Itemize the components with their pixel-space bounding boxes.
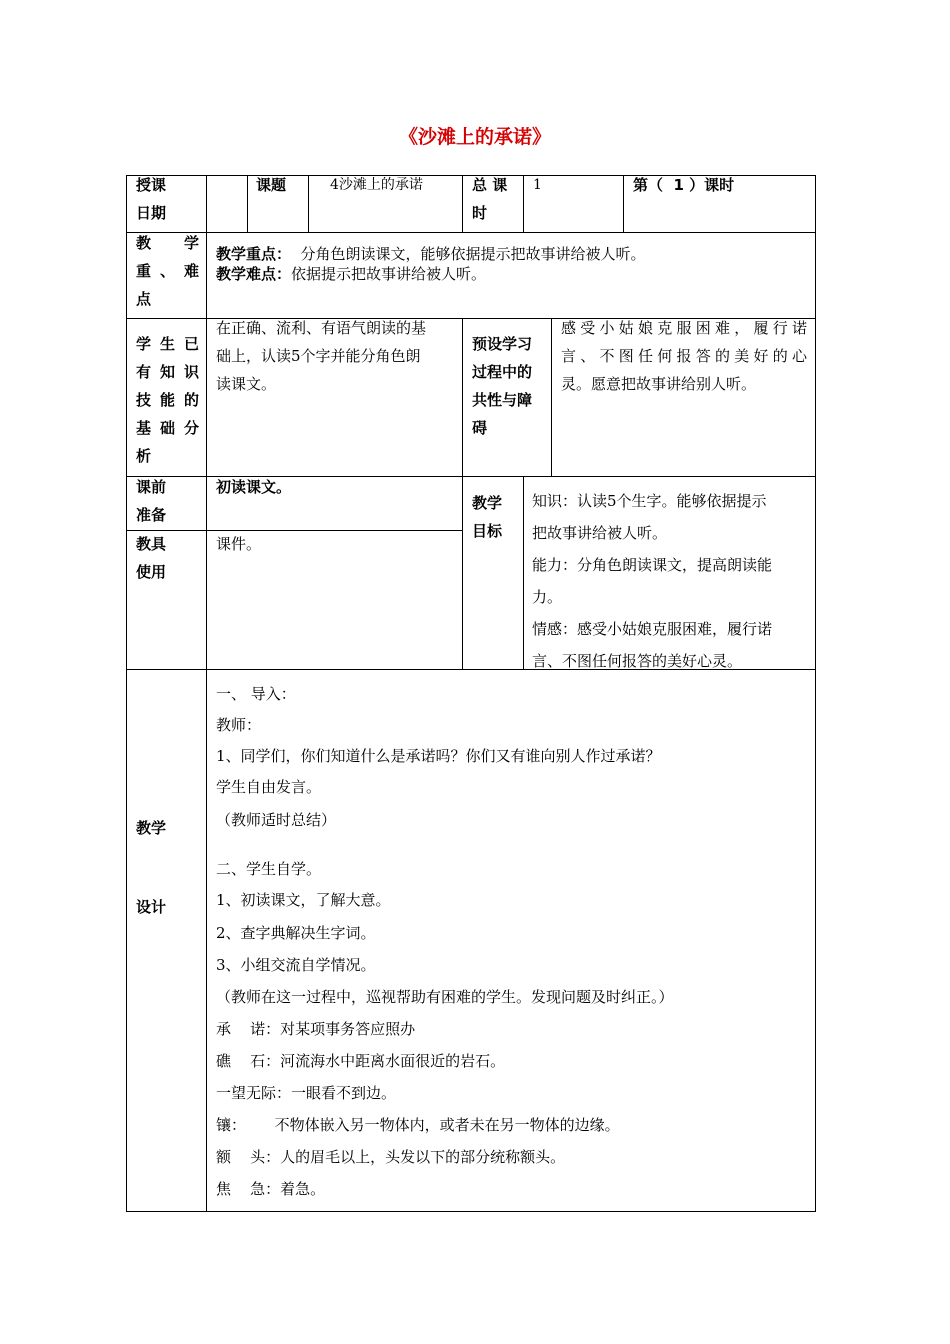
design-line: 3、小组交流自学情况。 (216, 956, 376, 974)
teaching-goal-label: 教学 (472, 494, 503, 512)
design-line: 礁 石：河流海水中距离水面很近的岩石。 (216, 1052, 506, 1070)
design-line: 1、同学们，你们知道什么是承诺吗？你们又有谁向别人作过承诺？ (216, 747, 661, 765)
teaching-goal-line: 言、不图任何报答的美好心灵。 (532, 652, 743, 670)
design-line: 一望无际：一眼看不到边。 (216, 1084, 397, 1102)
preset-obstacle-text: 感受小姑娘克服困难，履行诺 (561, 319, 807, 337)
teaching-tools-label: 教具 (136, 535, 167, 553)
key-points-label: 重、难 (136, 262, 199, 280)
teaching-goal-line: 能力：分角色朗读课文，提高朗读能 (532, 556, 773, 574)
teaching-tools-label: 使用 (136, 563, 167, 581)
column-divider (462, 318, 463, 670)
prior-knowledge-label: 析 (136, 447, 152, 465)
design-line: 额 头：人的眉毛以上，头发以下的部分统称额头。 (216, 1148, 566, 1166)
design-line: 2、查字典解决生字词。 (216, 924, 376, 942)
design-line: （教师在这一过程中，巡视帮助有困难的学生。发现问题及时纠正。） (216, 988, 674, 1006)
prior-knowledge-text: 础上，认读5个字并能分角色朗 (216, 347, 421, 365)
design-line: （教师适时总结） (216, 811, 337, 829)
focus-text: 分角色朗读课文，能够依据提示把故事讲给被人听。 (291, 245, 646, 263)
teaching-difficulty (216, 264, 486, 284)
column-divider (523, 175, 524, 233)
difficulty-text: 依据提示把故事讲给被人听。 (291, 265, 487, 283)
teaching-design-label: 教学 (136, 819, 167, 837)
column-divider (247, 175, 248, 233)
difficulty-label: 教学难点： (216, 265, 292, 283)
preset-obstacle-label: 预设学习 (472, 335, 533, 353)
teaching-design-label: 设计 (136, 898, 167, 916)
row-divider (126, 232, 816, 233)
preset-obstacle-label: 共性与障 (472, 391, 533, 409)
design-line: 学生自由发言。 (216, 778, 322, 796)
preset-obstacle-text: 灵。愿意把故事讲给别人听。 (561, 375, 757, 393)
column-divider (551, 318, 552, 477)
key-points-label: 点 (136, 290, 152, 308)
table-border-right (815, 175, 816, 1212)
preset-obstacle-label: 碍 (472, 419, 488, 437)
date-label: 授课 (136, 176, 167, 194)
preparation-value: 初读课文。 (216, 478, 292, 496)
total-hours-label: 时 (472, 204, 488, 222)
teaching-goal-label: 目标 (472, 522, 503, 540)
total-hours-label: 总 课 (472, 176, 508, 194)
table-border-left (126, 175, 127, 1212)
column-divider (523, 476, 524, 670)
design-line: 二、学生自学。 (216, 860, 322, 878)
column-divider (206, 175, 207, 1212)
design-line: 镶： 不物体嵌入另一物体内，或者未在另一物体的边缘。 (216, 1116, 620, 1134)
topic-label: 课题 (256, 176, 287, 194)
design-line: 教师： (216, 716, 262, 734)
total-hours-value: 1 (533, 177, 542, 193)
preparation-label: 课前 (136, 478, 167, 496)
column-divider (462, 175, 463, 233)
table-border-bottom (126, 1211, 816, 1212)
column-divider (308, 175, 309, 233)
design-line: 一、 导入： (216, 685, 296, 703)
column-divider (623, 175, 624, 233)
teaching-focus (216, 244, 646, 264)
teaching-tools-value: 课件。 (216, 535, 262, 553)
preset-obstacle-text: 言、不图任何报答的美好的心 (561, 347, 807, 365)
prior-knowledge-label: 学生已 (136, 335, 199, 353)
key-points-label: 教 学 (136, 234, 199, 252)
design-line: 承 诺：对某项事务答应照办 (216, 1020, 416, 1038)
focus-label: 教学重点： (216, 245, 292, 263)
prior-knowledge-text: 读课文。 (216, 375, 277, 393)
design-line: 1、初读课文，了解大意。 (216, 891, 391, 909)
teaching-goal-line: 把故事讲给被人听。 (532, 524, 668, 542)
teaching-goal-line: 知识：认读5个生字。能够依据提示 (532, 492, 767, 510)
topic-value: 4沙滩上的承诺 (330, 177, 423, 193)
teaching-goal-line: 力。 (532, 588, 563, 606)
lesson-number: 第（ 1 ）课时 (633, 176, 735, 194)
prior-knowledge-label: 技能的 (136, 391, 199, 409)
preset-obstacle-label: 过程中的 (472, 363, 533, 381)
prior-knowledge-label: 基础分 (136, 419, 199, 437)
prior-knowledge-label: 有知识 (136, 363, 199, 381)
page-title: 《沙滩上的承诺》 (398, 126, 551, 148)
row-divider (126, 530, 462, 531)
prior-knowledge-text: 在正确、流利、有语气朗读的基 (216, 319, 427, 337)
teaching-goal-line: 情感：感受小姑娘克服困难，履行诺 (532, 620, 773, 638)
date-label: 日期 (136, 204, 167, 222)
design-line: 焦 急：着急。 (216, 1180, 326, 1198)
preparation-label: 准备 (136, 506, 167, 524)
